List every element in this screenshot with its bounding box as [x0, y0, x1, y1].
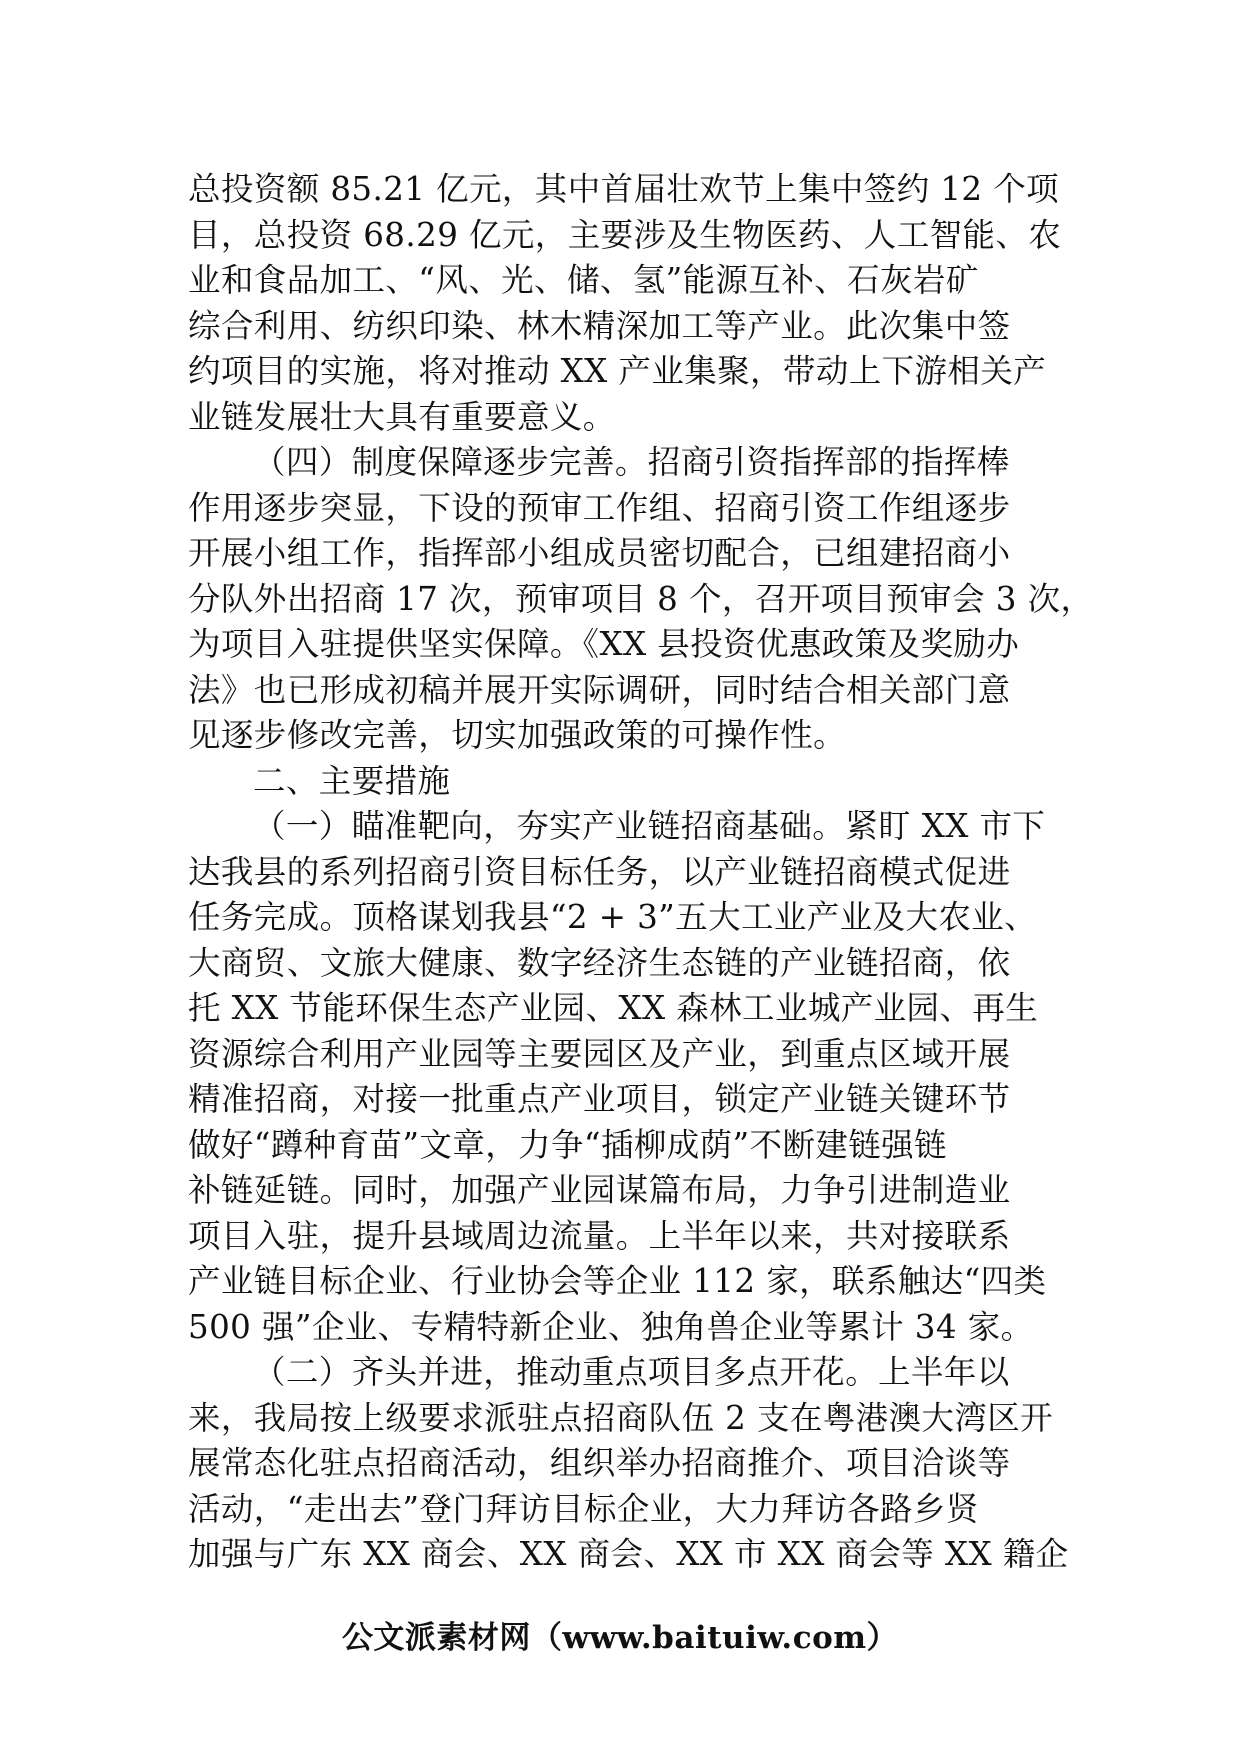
- text-line: 项目入驻，提升县域周边流量。上半年以来，共对接联系: [188, 1216, 1011, 1255]
- text-line: 产业链目标企业、行业协会等企业 112 家，联系触达“四类: [188, 1262, 1047, 1300]
- text-line: 大商贸、文旅大健康、数字经济生态链的产业链招商，依: [188, 943, 1011, 982]
- text-line: 作用逐步突显，下设的预审工作组、招商引资工作组逐步: [188, 488, 1011, 527]
- text-line: 加强与广东 XX 商会、XX 商会、XX 市 XX 商会等 XX 籍企: [188, 1535, 1069, 1573]
- text-line: 目，总投资 68.29 亿元，主要涉及生物医药、人工智能、农: [188, 215, 1062, 254]
- text-line: 任务完成。顶格谋划我县“2 + 3”五大工业产业及大农业、: [188, 898, 1038, 936]
- text-line: 总投资额 85.21 亿元，其中首届壮欢节上集中签约 12 个项: [188, 170, 1060, 208]
- text-line: 法》也已形成初稿并展开实际调研，同时结合相关部门意: [188, 670, 1011, 709]
- text-line: 托 XX 节能环保生态产业园、XX 森林工业城产业园、再生: [188, 989, 1039, 1027]
- paragraph-heading: （一）瞄准靶向，夯实产业链招商基础。紧盯 XX 市下: [253, 807, 1046, 845]
- page-footer-watermark: 公文派素材网（www.baituiw.com）: [341, 1620, 899, 1656]
- text-line: 业链发展壮大具有重要意义。: [188, 397, 616, 436]
- text-line: 做好“蹲种育苗”文章，力争“插柳成荫”不断建链强链: [188, 1125, 947, 1164]
- paragraph-heading: （四）制度保障逐步完善。招商引资指挥部的指挥棒: [253, 443, 1010, 481]
- text-line: 活动，“走出去”登门拜访目标企业，大力拜访各路乡贤: [188, 1489, 979, 1528]
- text-line: 分队外出招商 17 次，预审项目 8 个，召开项目预审会 3 次，: [188, 579, 1094, 618]
- text-line: 为项目入驻提供坚实保障。《XX 县投资优惠政策及奖励办: [188, 625, 1020, 663]
- text-line: 综合利用、纺织印染、林木精深加工等产业。此次集中签: [188, 306, 1011, 345]
- document-body: [188, 167, 1094, 1578]
- text-line: 业和食品加工、“风、光、储、氢”能源互补、石灰岩矿: [188, 261, 979, 299]
- text-line: 开展小组工作，指挥部小组成员密切配合，已组建招商小: [188, 534, 1011, 572]
- text-line: 精准招商，对接一批重点产业项目，锁定产业链关键环节: [188, 1080, 1011, 1118]
- paragraph-heading: （二）齐头并进，推动重点项目多点开花。上半年以: [253, 1353, 1010, 1391]
- text-line: 资源综合利用产业园等主要园区及产业，到重点区域开展: [188, 1034, 1011, 1073]
- text-line: 500 强”企业、专精特新企业、独角兽企业等累计 34 家。: [188, 1307, 1034, 1346]
- text-line: 见逐步修改完善，切实加强政策的可操作性。: [188, 716, 847, 754]
- section-heading: 二、主要措施: [253, 761, 451, 800]
- text-line: 约项目的实施，将对推动 XX 产业集聚，带动上下游相关产: [188, 352, 1047, 390]
- text-line: 展常态化驻点招商活动，组织举办招商推介、项目洽谈等: [188, 1444, 1011, 1482]
- text-line: 来，我局按上级要求派驻点招商队伍 2 支在粤港澳大湾区开: [188, 1398, 1054, 1437]
- text-line: 补链延链。同时，加强产业园谋篇布局，力争引进制造业: [188, 1171, 1011, 1209]
- text-line: 达我县的系列招商引资目标任务，以产业链招商模式促进: [188, 852, 1011, 891]
